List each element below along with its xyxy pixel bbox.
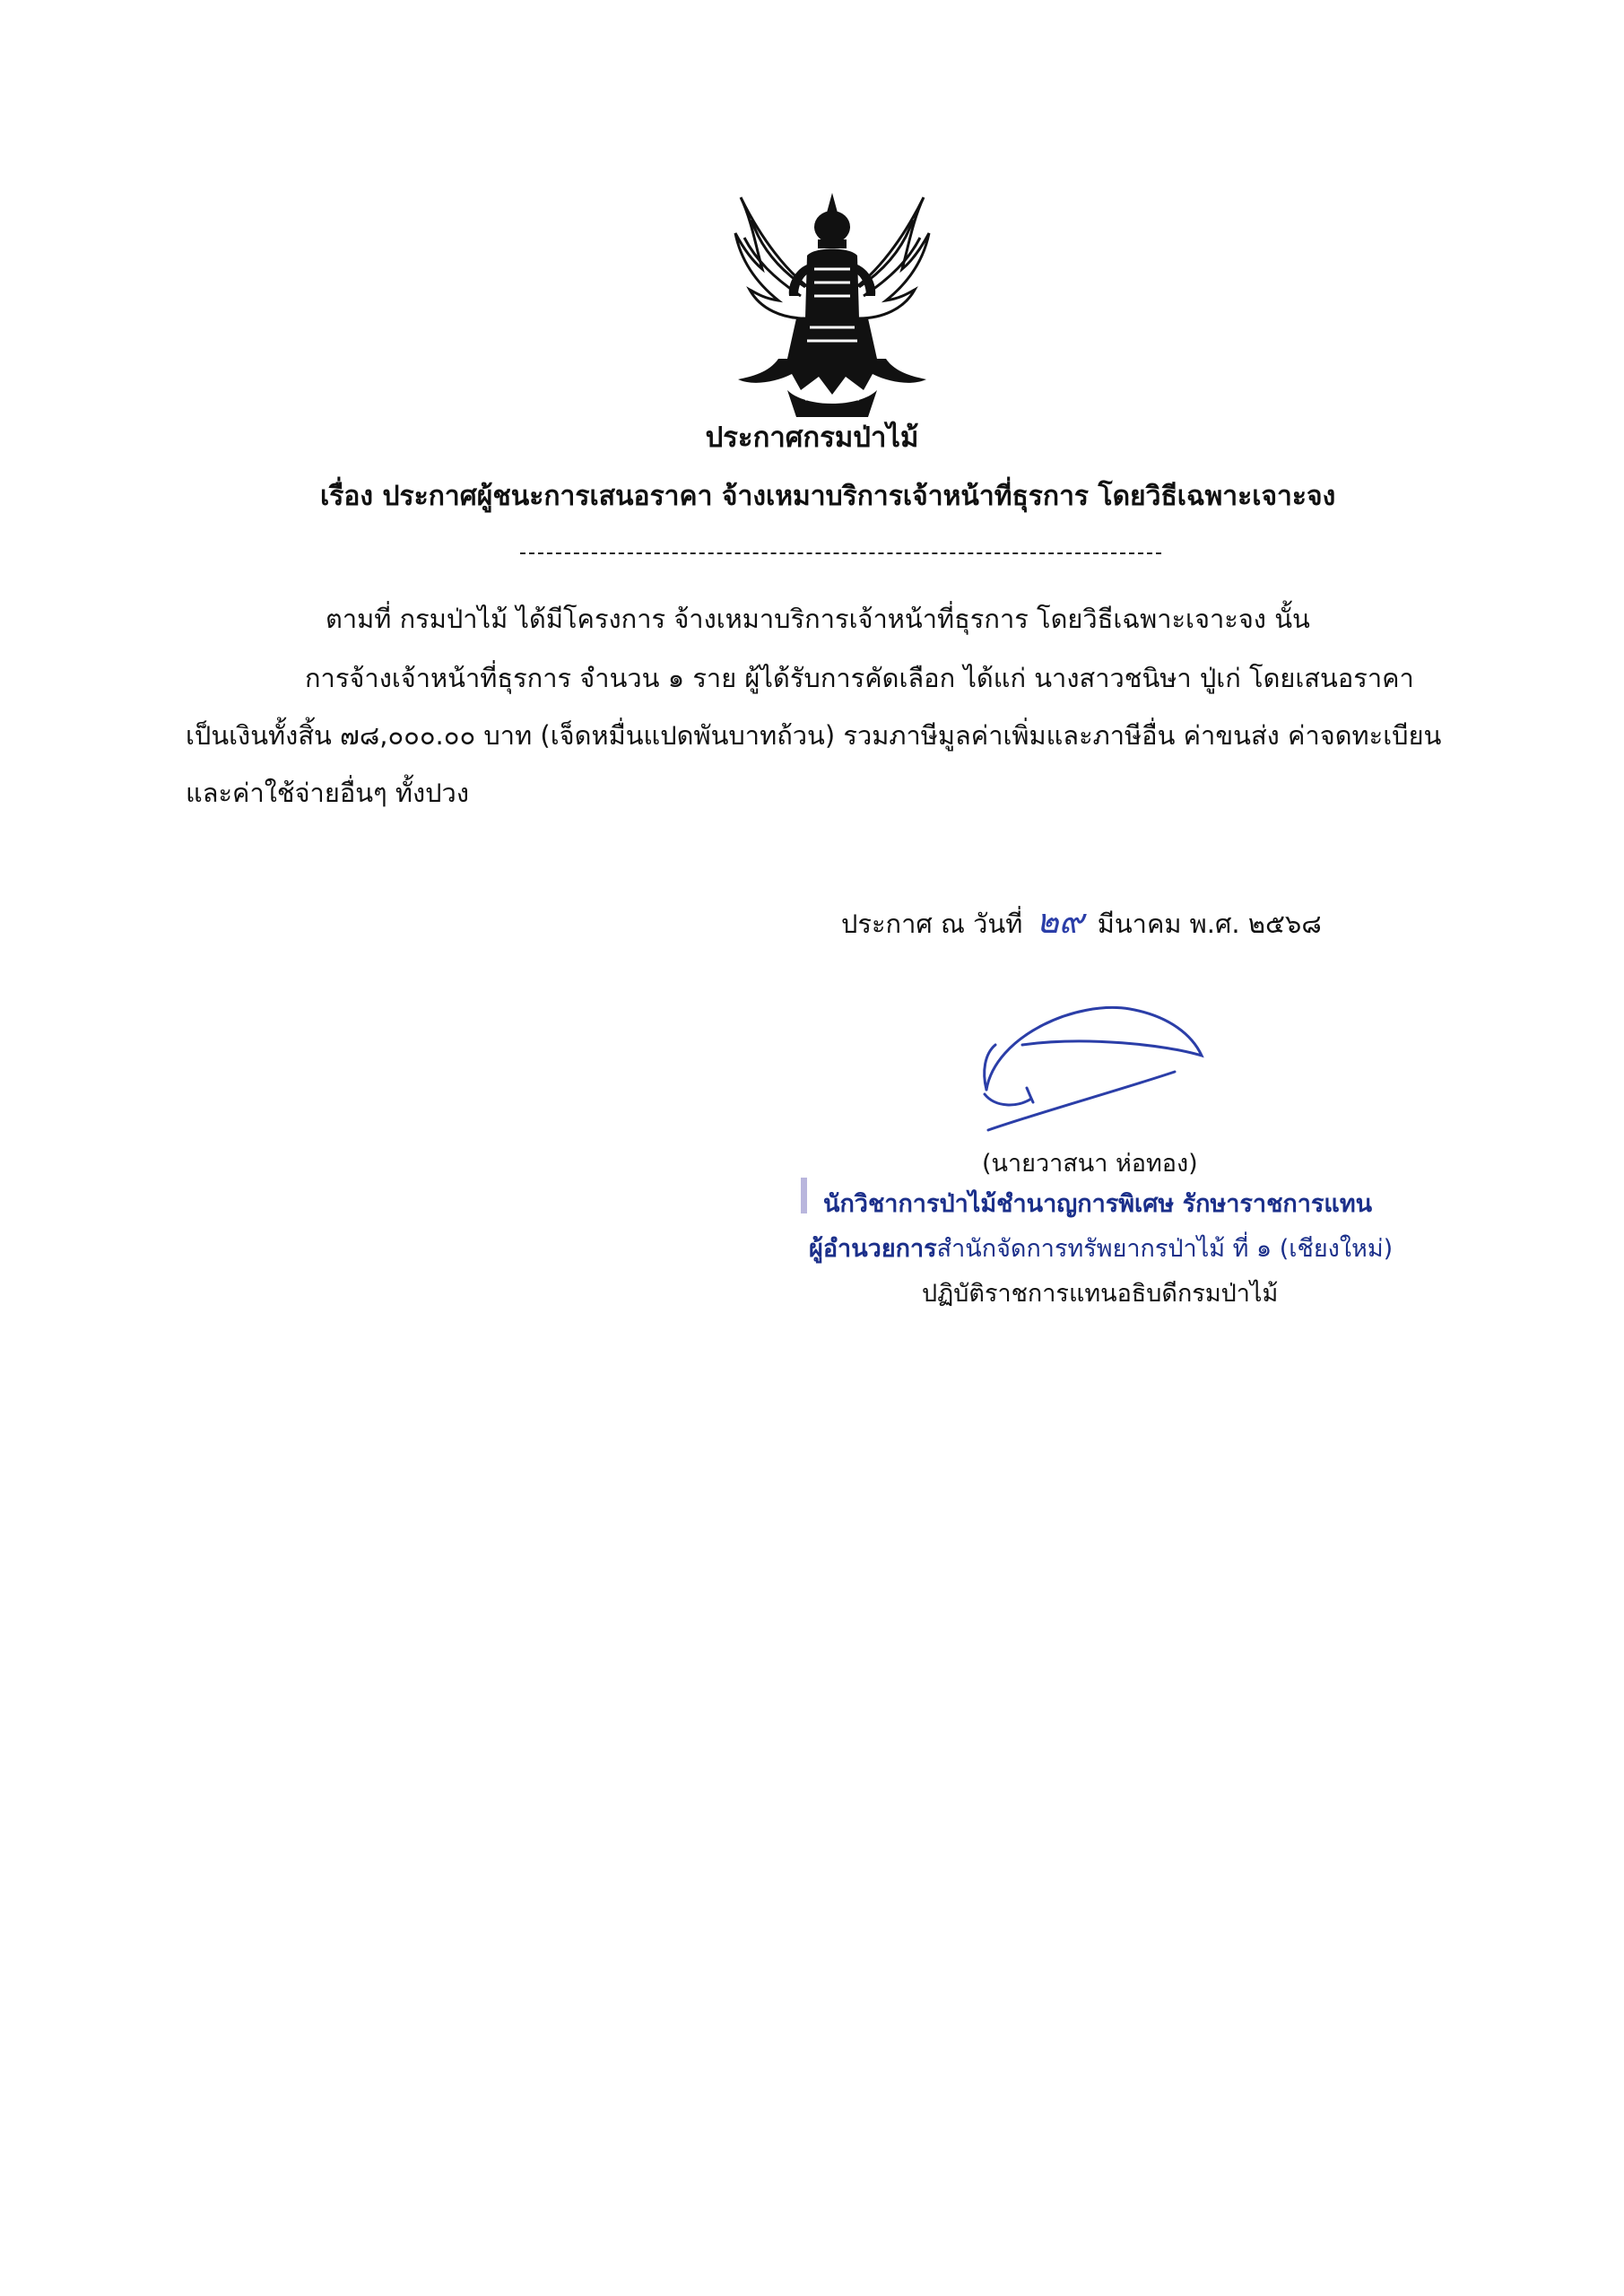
signatory-position-line-3: ปฏิบัติราชการแทนอธิบดีกรมป่าไม้ <box>922 1280 1279 1308</box>
paragraph-1: ตามที่ กรมป่าไม้ ได้มีโครงการ จ้างเหมาบริการเจ้าหน้าที่ธุรการ โดยวิธีเฉพาะเจาะจง นั้น <box>326 604 1310 634</box>
date-prefix: ประกาศ ณ วันที่ <box>841 909 1023 939</box>
signatory-position-line-1: นักวิชาการป่าไม้ชำนาญการพิเศษ รักษาราชการแทน <box>823 1190 1373 1218</box>
paragraph-2-line-2: เป็นเงินทั้งสิ้น ๗๘,๐๐๐.๐๐ บาท (เจ็ดหมื่นแปดพันบาทถ้วน) รวมภาษีมูลค่าเพิ่มและภาษีอื่น ค่าขนส่ง ค่าจดทะเบียน <box>186 720 1442 751</box>
handwritten-signature <box>933 982 1229 1144</box>
date-suffix: มีนาคม พ.ศ. ๒๕๖๘ <box>1097 909 1322 939</box>
divider <box>520 552 1161 554</box>
date-day-handwritten: ๒๙ <box>1036 901 1084 941</box>
announcement-subject: เรื่อง ประกาศผู้ชนะการเสนอราคา จ้างเหมาบริการเจ้าหน้าที่ธุรการ โดยวิธีเฉพาะเจาะจง <box>320 481 1336 512</box>
stamp-mark <box>801 1178 807 1213</box>
signatory-name: (นายวาสนา ห่อทอง) <box>982 1150 1198 1178</box>
paragraph-2-line-1: การจ้างเจ้าหน้าที่ธุรการ จำนวน ๑ ราย ผู้ได้รับการคัดเลือก ได้แก่ นางสาวชนิษา ปู่เก่ โดยเสนอราคา <box>305 663 1414 693</box>
announcement-title: ประกาศกรมป่าไม้ <box>705 422 919 454</box>
position-title-bold: ผู้อำนวยการ <box>809 1235 937 1263</box>
garuda-emblem-icon <box>725 184 940 419</box>
announcement-date <box>841 893 1322 948</box>
paragraph-2-line-3: และค่าใช้จ่ายอื่นๆ ทั้งปวง <box>186 778 469 808</box>
signatory-position-line-2 <box>809 1229 1393 1267</box>
position-office: สำนักจัดการทรัพยากรป่าไม้ ที่ ๑ (เชียงใหม่) <box>936 1235 1394 1263</box>
